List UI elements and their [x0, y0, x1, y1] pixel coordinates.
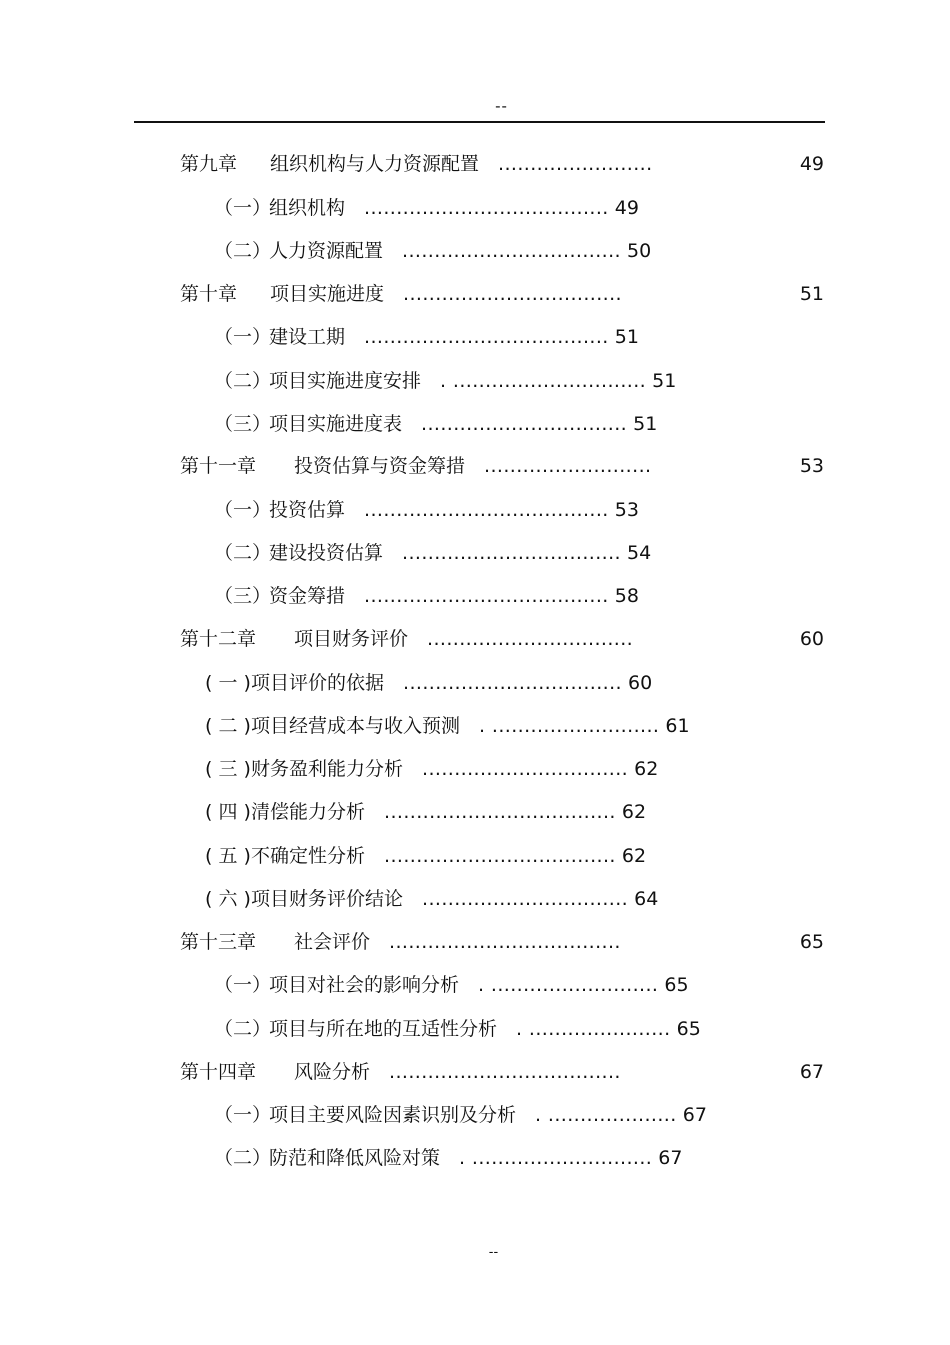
toc-section-title	[269, 971, 689, 999]
toc-leader-dots: ..................................	[402, 542, 621, 564]
toc-title-text: 项目经营成本与收入预测	[251, 715, 461, 737]
toc-leader-dots: . ..........................	[478, 974, 659, 996]
toc-section[interactable]	[0, 885, 950, 913]
toc-page-number: 62	[621, 801, 647, 823]
toc-leader-dots: ....................................	[384, 801, 616, 823]
toc-page-number: 67	[658, 1147, 683, 1169]
toc-section-title	[269, 582, 639, 610]
toc-page-number: 67	[799, 1061, 824, 1083]
page-footer-mark: --	[488, 1245, 499, 1260]
toc-chapter-title	[294, 928, 621, 956]
toc-page-number: 67	[682, 1104, 707, 1126]
toc-page-number: 62	[621, 845, 647, 867]
toc-section-number: （二）	[214, 542, 272, 564]
toc-title-text: 财务盈利能力分析	[251, 758, 404, 780]
toc-title-text: 投资估算	[269, 499, 346, 521]
toc-title-text: 组织机构与人力资源配置	[270, 153, 480, 175]
toc-section-title	[251, 885, 658, 913]
toc-section-number: （一）	[214, 326, 272, 348]
toc-section[interactable]	[0, 798, 950, 826]
toc-section[interactable]	[0, 755, 950, 783]
toc-section-number: （三）	[214, 585, 272, 607]
toc-page-number: 51	[652, 370, 677, 392]
toc-leader-dots: ......................................	[364, 585, 609, 607]
toc-title-text: 投资估算与资金筹措	[294, 455, 466, 477]
toc-leader-dots: ......................................	[364, 499, 609, 521]
toc-section-title	[269, 194, 639, 222]
toc-page-number: 65	[676, 1018, 701, 1040]
toc-chapter-12[interactable]	[0, 625, 950, 653]
toc-section-number: ( 一 )	[205, 672, 251, 694]
toc-chapter-number: 第十三章	[180, 931, 257, 953]
toc-leader-dots: ................................	[427, 628, 634, 650]
toc-section-number: （二）	[214, 1147, 272, 1169]
toc-section[interactable]	[0, 496, 950, 524]
toc-section-title	[269, 323, 639, 351]
toc-section-number: （二）	[214, 1018, 272, 1040]
toc-leader-dots: . ..........................	[479, 715, 660, 737]
toc-section-title	[269, 1101, 707, 1129]
toc-chapter-number: 第十章	[180, 283, 238, 305]
toc-title-text: 资金筹措	[269, 585, 346, 607]
toc-chapter-number: 第九章	[180, 153, 238, 175]
toc-leader-dots: ..................................	[403, 283, 622, 305]
toc-chapter-14[interactable]	[0, 1058, 950, 1086]
toc-page-number: 54	[627, 542, 652, 564]
toc-page-number: 65	[799, 931, 824, 953]
toc-leader-dots: . ..............................	[440, 370, 647, 392]
toc-section-number: （一）	[214, 974, 272, 996]
toc-section-number: （一）	[214, 499, 272, 521]
toc-section-number: （二）	[214, 370, 272, 392]
toc-title-text: 项目主要风险因素识别及分析	[269, 1104, 517, 1126]
toc-section[interactable]	[0, 669, 950, 697]
toc-section-number: （一）	[214, 197, 272, 219]
toc-title-text: 项目财务评价	[294, 628, 409, 650]
toc-chapter-9[interactable]	[0, 150, 950, 178]
toc-page-number: 60	[628, 672, 653, 694]
toc-chapter-10[interactable]	[0, 280, 950, 308]
toc-section-title	[269, 1144, 682, 1172]
toc-page-number: 58	[614, 585, 639, 607]
toc-section-title	[251, 842, 646, 870]
toc-leader-dots: ....................................	[384, 845, 616, 867]
toc-title-text: 项目财务评价结论	[251, 888, 404, 910]
toc-section[interactable]	[0, 367, 950, 395]
toc-section[interactable]	[0, 410, 950, 438]
toc-section[interactable]	[0, 971, 950, 999]
toc-title-text: 人力资源配置	[269, 240, 384, 262]
toc-chapter-number: 第十一章	[180, 455, 257, 477]
toc-section-title	[269, 539, 651, 567]
toc-leader-dots: ....................................	[389, 1061, 621, 1083]
toc-page-number: 50	[627, 240, 652, 262]
toc-section[interactable]	[0, 194, 950, 222]
toc-title-text: 建设投资估算	[269, 542, 384, 564]
toc-section-number: ( 三 )	[205, 758, 251, 780]
toc-chapter-title	[294, 625, 633, 653]
toc-leader-dots: ....................................	[389, 931, 621, 953]
toc-page-number: 61	[665, 715, 690, 737]
toc-section-title	[269, 410, 657, 438]
toc-leader-dots: ..................................	[402, 240, 621, 262]
toc-section[interactable]	[0, 539, 950, 567]
toc-chapter-title	[294, 1058, 621, 1086]
toc-leader-dots: ..................................	[403, 672, 622, 694]
toc-title-text: 组织机构	[269, 197, 346, 219]
toc-leader-dots: ................................	[421, 413, 628, 435]
toc-title-text: 项目实施进度	[270, 283, 385, 305]
toc-section-number: （三）	[214, 413, 272, 435]
toc-title-text: 清偿能力分析	[251, 801, 366, 823]
toc-chapter-13[interactable]	[0, 928, 950, 956]
toc-page-number: 53	[614, 499, 639, 521]
toc-chapter-title	[270, 150, 653, 178]
toc-section[interactable]	[0, 323, 950, 351]
toc-section-number: ( 二 )	[205, 715, 251, 737]
toc-section-title	[269, 367, 676, 395]
toc-section[interactable]	[0, 1015, 950, 1043]
toc-leader-dots: . ......................	[516, 1018, 671, 1040]
toc-section-title	[251, 669, 652, 697]
toc-leader-dots: ......................................	[364, 326, 609, 348]
toc-leader-dots: ......................................	[364, 197, 609, 219]
toc-chapter-number: 第十四章	[180, 1061, 257, 1083]
toc-chapter-11[interactable]	[0, 452, 950, 480]
page-header-mark: --	[495, 97, 508, 115]
toc-section[interactable]	[0, 237, 950, 265]
toc-section-title	[251, 712, 690, 740]
toc-title-text: 风险分析	[294, 1061, 371, 1083]
toc-page-number: 62	[634, 758, 659, 780]
toc-leader-dots: ................................	[422, 888, 629, 910]
toc-section-title	[251, 755, 658, 783]
toc-page-number: 51	[799, 283, 824, 305]
toc-title-text: 不确定性分析	[251, 845, 366, 867]
toc-leader-dots: ........................	[498, 153, 653, 175]
toc-leader-dots: ..........................	[484, 455, 652, 477]
toc-page-number: 51	[614, 326, 639, 348]
toc-section-number: ( 四 )	[205, 801, 251, 823]
toc-section[interactable]	[0, 1101, 950, 1129]
toc-leader-dots: ................................	[422, 758, 629, 780]
toc-page-number: 53	[799, 455, 824, 477]
toc-section-title	[251, 798, 646, 826]
toc-title-text: 项目实施进度表	[269, 413, 403, 435]
toc-title-text: 项目与所在地的互适性分析	[269, 1018, 498, 1040]
toc-chapter-number: 第十二章	[180, 628, 257, 650]
toc-section-number: （二）	[214, 240, 272, 262]
toc-title-text: 项目实施进度安排	[269, 370, 422, 392]
toc-section[interactable]	[0, 582, 950, 610]
toc-title-text: 项目对社会的影响分析	[269, 974, 460, 996]
toc-title-text: 防范和降低风险对策	[269, 1147, 441, 1169]
toc-section-number: （一）	[214, 1104, 272, 1126]
toc-page-number: 60	[799, 628, 824, 650]
toc-title-text: 建设工期	[269, 326, 346, 348]
toc-page-number: 51	[633, 413, 658, 435]
toc-leader-dots: . ....................	[535, 1104, 677, 1126]
toc-section-number: ( 五 )	[205, 845, 251, 867]
toc-section-number: ( 六 )	[205, 888, 251, 910]
toc-section[interactable]	[0, 712, 950, 740]
toc-chapter-title	[270, 280, 622, 308]
toc-chapter-title	[294, 452, 651, 480]
toc-page-number: 64	[634, 888, 659, 910]
toc-page-number: 49	[614, 197, 639, 219]
toc-page-number: 49	[799, 153, 824, 175]
toc-section-title	[269, 237, 651, 265]
toc-section[interactable]	[0, 842, 950, 870]
toc-title-text: 项目评价的依据	[251, 672, 385, 694]
toc-leader-dots: . ............................	[459, 1147, 653, 1169]
toc-section-title	[269, 1015, 701, 1043]
toc-title-text: 社会评价	[294, 931, 371, 953]
toc-section-title	[269, 496, 639, 524]
toc-page-number: 65	[664, 974, 689, 996]
toc-section[interactable]	[0, 1144, 950, 1172]
